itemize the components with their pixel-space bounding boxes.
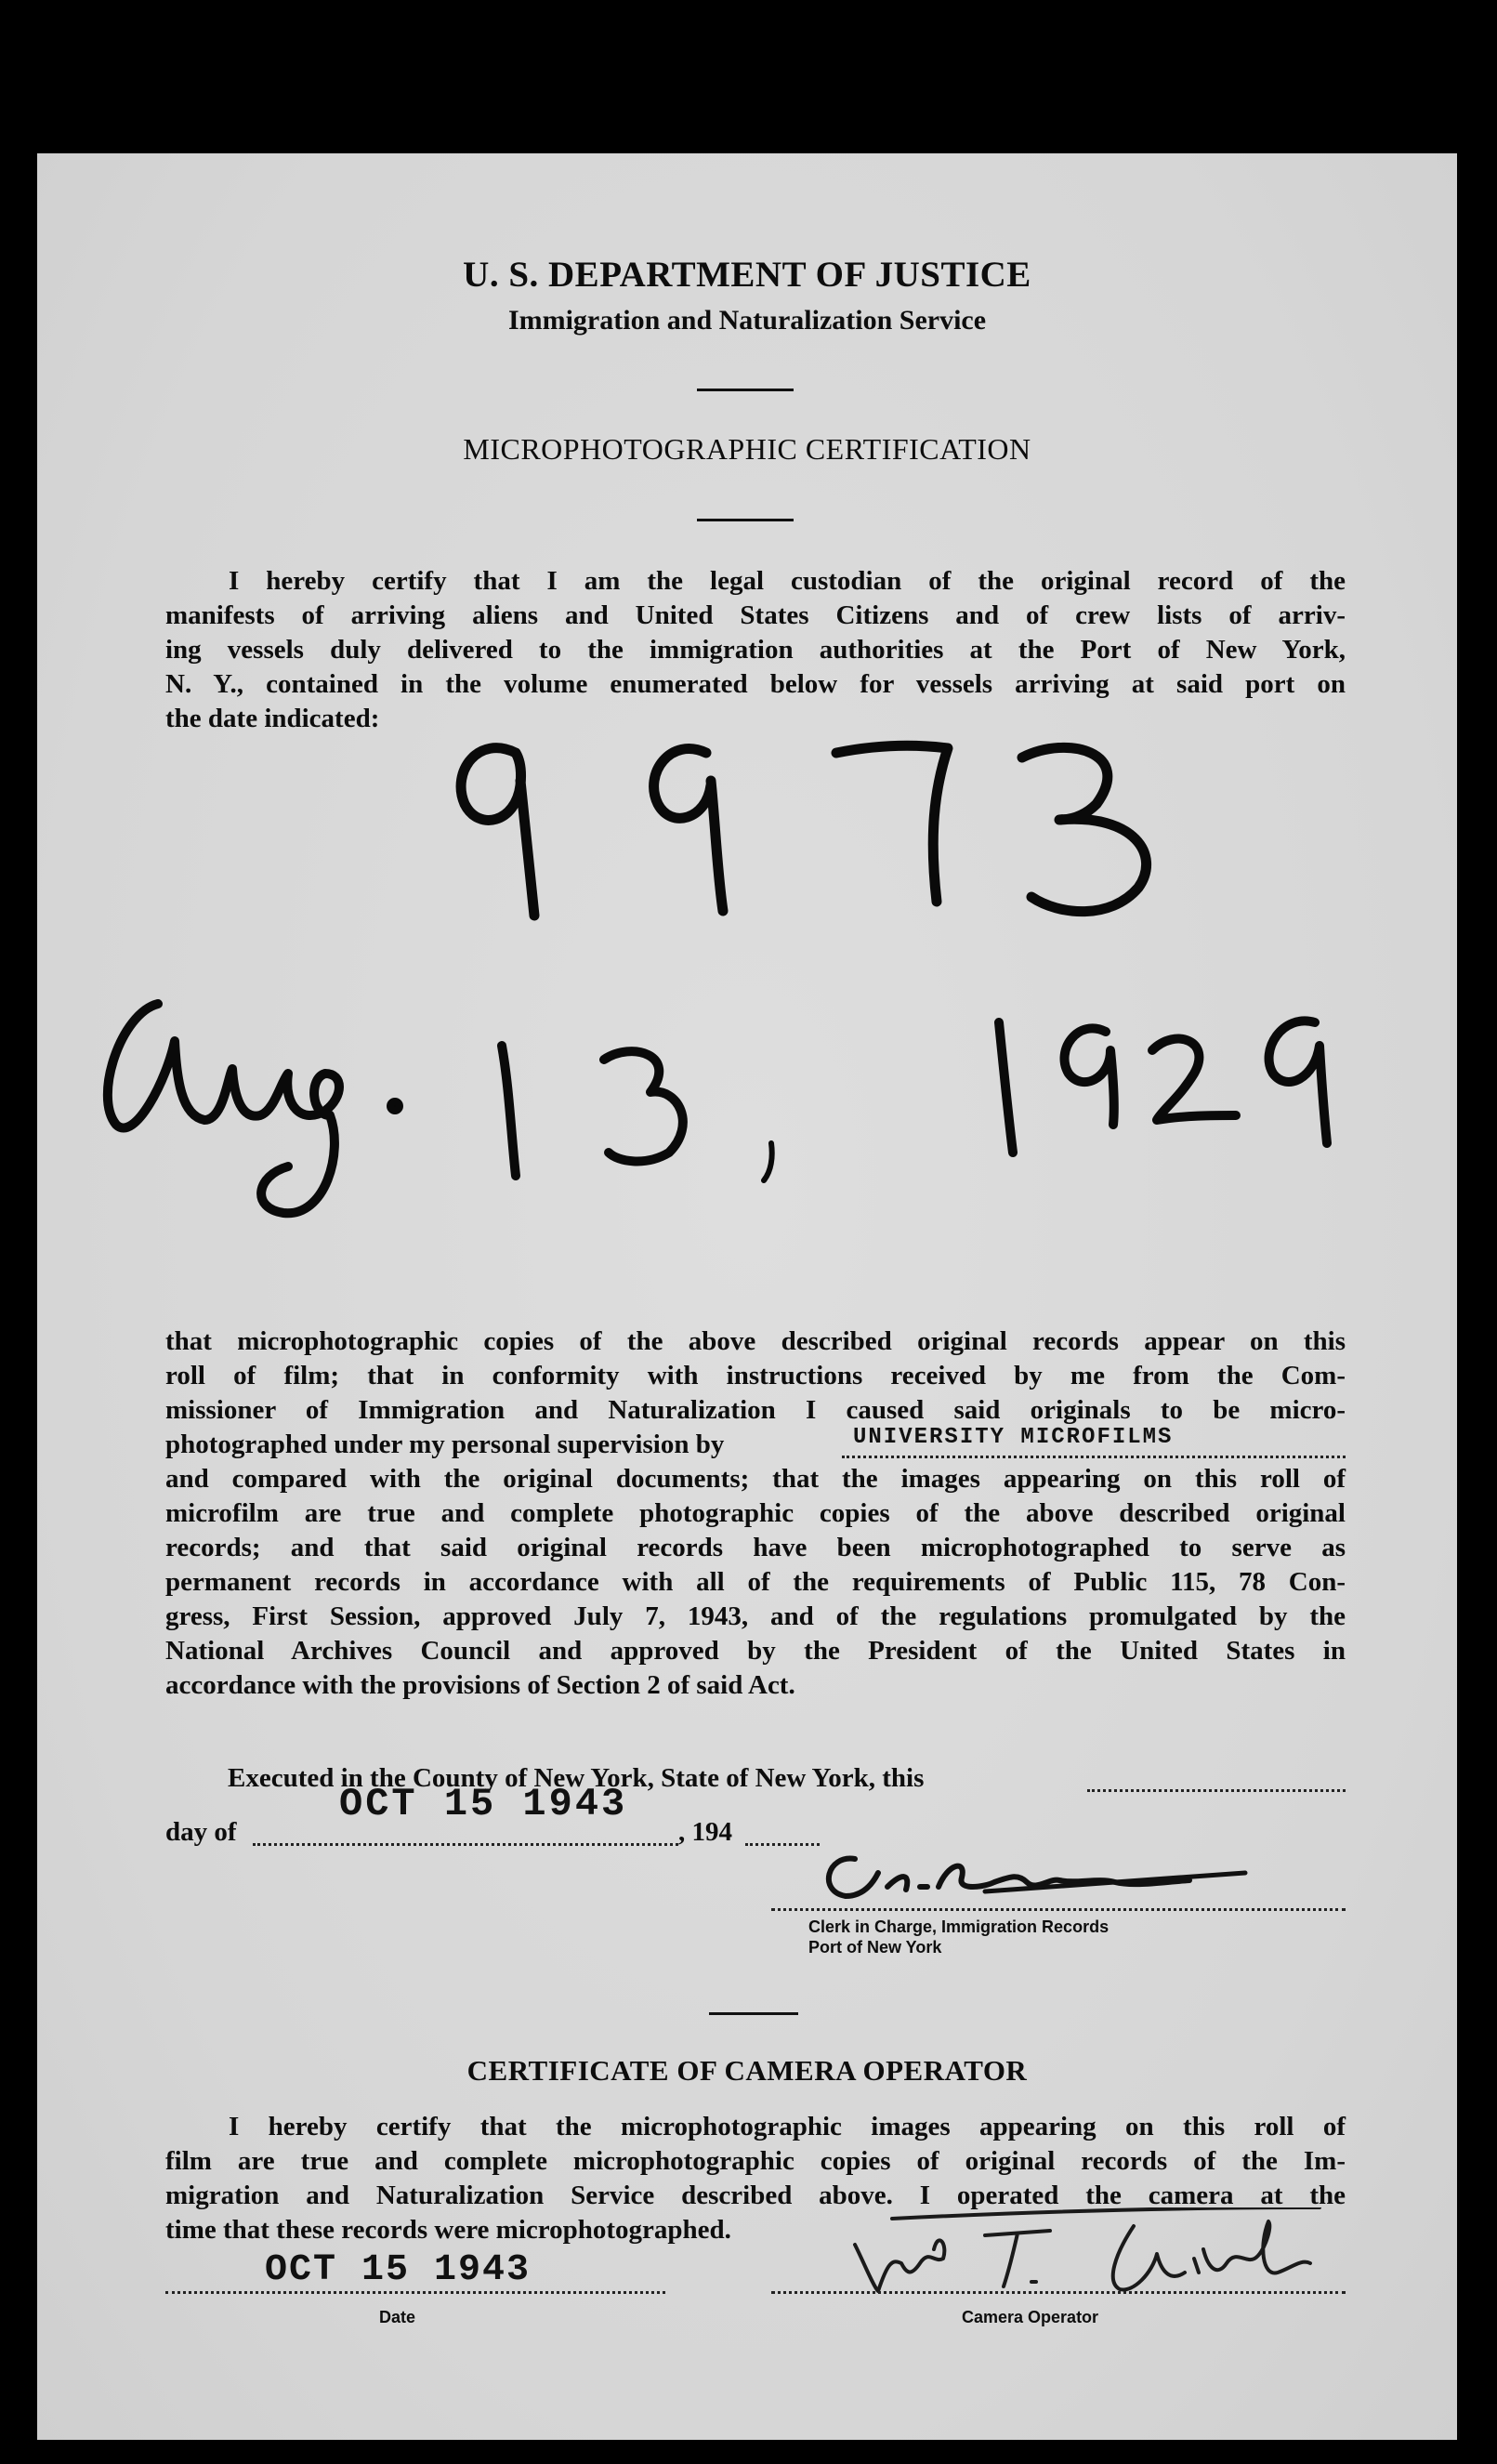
execution-stamp-date: OCT 15 1943 <box>339 1782 628 1826</box>
day-of-label: day of <box>165 1817 237 1847</box>
body-line: gress, First Session, approved July 7, 1943, and of the regulations promulgated by the <box>165 1601 1346 1631</box>
divider-top <box>697 389 794 391</box>
date-label: Date <box>379 2308 416 2326</box>
supervision-line <box>165 1425 1346 1462</box>
supervisor-dotted-line <box>842 1456 1346 1458</box>
intro-line: the date indicated: <box>165 704 380 733</box>
clerk-location: Port of New York <box>808 1938 942 1957</box>
camera-certificate-title: CERTIFICATE OF CAMERA OPERATOR <box>466 2054 1028 2087</box>
body-line: and compared with the original documents; that the images appearing on this roll of <box>165 1464 1346 1494</box>
execution-dotted-line <box>1087 1789 1346 1792</box>
service-subtitle: Immigration and Naturalization Service <box>507 305 987 336</box>
camera-line: film are true and complete microphotographic copies of original records of the Im- <box>165 2146 1346 2176</box>
intro-line: I hereby certify that I am the legal custodian of the original record of the <box>229 566 1346 596</box>
intro-paragraph <box>165 564 1346 736</box>
certificate-title: MICROPHOTOGRAPHIC CERTIFICATION <box>463 432 1031 466</box>
body-line: missioner of Immigration and Naturalization I caused said originals to be micro- <box>165 1395 1346 1425</box>
camera-line: I hereby certify that the microphotographic images appearing on this roll of <box>229 2112 1346 2141</box>
camera-line: time that these records were microphotographed. <box>165 2215 731 2245</box>
year-suffix: , 194 <box>678 1817 732 1847</box>
camera-stamp-date: OCT 15 1943 <box>265 2249 532 2291</box>
certificate-sheet <box>37 153 1457 2440</box>
body-line: roll of film; that in conformity with instructions received by me from the Com- <box>165 1361 1346 1390</box>
date-dotted-line <box>165 2291 665 2294</box>
clerk-signature <box>799 1845 1282 1910</box>
department-title: U. S. DEPARTMENT OF JUSTICE <box>463 255 1031 295</box>
body-paragraph <box>165 1324 1346 1703</box>
body-line: accordance with the provisions of Section 2 of said Act. <box>165 1670 795 1700</box>
intro-line: manifests of arriving aliens and United States Citizens and of crew lists of arriv- <box>165 600 1346 630</box>
body-line: records; and that said original records have been microphotographed to serve as <box>165 1533 1346 1562</box>
supervision-prefix: photographed under my personal supervision by <box>165 1430 725 1459</box>
clerk-title: Clerk in Charge, Immigration Records <box>808 1917 1110 1936</box>
supervisor-stamp: UNIVERSITY MICROFILMS <box>853 1425 1174 1450</box>
divider-camera <box>709 2012 798 2015</box>
intro-line: N. Y., contained in the volume enumerated below for vessels arriving at said port on <box>165 669 1346 699</box>
body-line: permanent records in accordance with all of the requirements of Public 115, 78 Con- <box>165 1567 1346 1597</box>
handwritten-volume-drawing <box>427 716 1227 948</box>
camera-operator-signature <box>836 2207 1357 2300</box>
execution-line: Executed in the County of New York, State of New York, this <box>228 1763 925 1793</box>
intro-line: ing vessels duly delivered to the immigration authorities at the Port of New York, <box>165 635 1346 665</box>
operator-dotted-line <box>771 2291 1346 2294</box>
divider-bottom <box>697 519 794 521</box>
handwritten-date-drawing <box>65 985 1366 1245</box>
body-line: microfilm are true and complete photographic copies of the above described original <box>165 1498 1346 1528</box>
clerk-signature-dotted-line <box>771 1908 1346 1911</box>
body-line: that microphotographic copies of the above described original records appear on this <box>165 1326 1346 1356</box>
day-dotted-line <box>253 1843 678 1846</box>
camera-operator-label: Camera Operator <box>962 2308 1099 2326</box>
body-line: National Archives Council and approved by the President of the United States in <box>165 1636 1346 1666</box>
camera-line: migration and Naturalization Service described above. I operated the camera at the <box>165 2181 1346 2210</box>
